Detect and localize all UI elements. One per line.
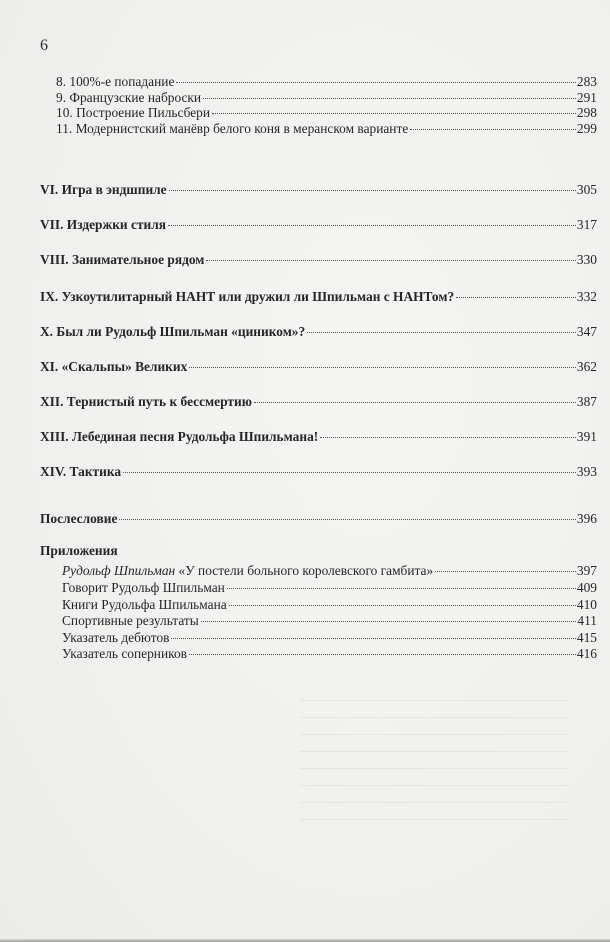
toc-chapter (40, 323, 597, 340)
dot-leader (307, 332, 576, 333)
dot-leader (410, 129, 576, 130)
toc-subentry (56, 121, 597, 137)
toc-appendix-title: Указатель дебютов (62, 629, 170, 645)
toc-appendix-page: 415 (576, 629, 597, 645)
toc-chapter-title: XIV. Тактика (40, 464, 122, 479)
toc-chapter (40, 251, 597, 268)
toc-appendix-page: 397 (576, 563, 597, 578)
toc-afterword-title: Послесловие (40, 511, 118, 526)
toc-appendix-title: Говорит Рудольф Шпильман (62, 580, 225, 595)
toc-appendix-title: Указатель соперников (62, 646, 187, 661)
dot-leader (254, 402, 576, 403)
dot-leader (189, 367, 576, 368)
toc-chapter-title: XII. Тернистый путь к бессмертию (40, 394, 252, 409)
toc-chapter-page: 330 (576, 252, 597, 267)
toc-chapter-title: VII. Издержки стиля (40, 217, 166, 232)
dot-leader (201, 621, 577, 622)
dot-leader (206, 260, 575, 261)
toc-chapter-title: IX. Узкоутилитарный НАНТ или дружил ли Шпильман с НАНТом? (40, 289, 455, 304)
toc-appendix-item (62, 580, 597, 596)
toc-appendix-item (62, 597, 597, 613)
toc-chapter (40, 216, 597, 233)
toc-appendix-title: Книги Рудольфа Шпильмана (62, 596, 227, 612)
dot-leader (171, 638, 575, 639)
toc-appendix-title: Спортивные результаты (62, 613, 199, 628)
toc-chapter-page: 317 (576, 217, 597, 232)
toc-chapter-title: X. Был ли Рудольф Шпильман «циником»? (40, 324, 306, 339)
appendix-title-text: «У постели больного королевского гамбита» (175, 563, 434, 578)
author-name-italic: Рудольф Шпильман (62, 563, 176, 578)
toc-entry-title: 9. Французские наброски (56, 89, 202, 105)
toc-chapter-title: XIII. Лебединая песня Рудольфа Шпильмана! (40, 429, 319, 444)
toc-chapter-title: VI. Игра в эндшпиле (40, 182, 167, 197)
toc-chapter (40, 393, 597, 410)
toc-appendix-page: 410 (576, 596, 597, 612)
toc-afterword (40, 510, 597, 527)
toc-chapter (40, 463, 597, 480)
toc-appendix-page: 411 (577, 613, 597, 628)
dot-leader (123, 472, 576, 473)
dot-leader (456, 297, 576, 298)
toc-chapter-page: 362 (576, 359, 597, 374)
toc-appendix-title (62, 563, 433, 579)
toc-entry-title: 11. Модернистский манёвр белого коня в меранском варианте (56, 120, 409, 136)
toc-chapter (40, 358, 597, 375)
toc-entry-page: 291 (576, 89, 597, 105)
dot-leader (320, 437, 576, 438)
toc-chapter-page: 393 (576, 464, 597, 479)
dot-leader (212, 113, 576, 114)
toc-appendix-item (62, 630, 597, 646)
dot-leader (189, 654, 576, 655)
toc-chapter-title: XI. «Скальпы» Великих (40, 359, 188, 374)
toc-appendix-page: 416 (576, 646, 597, 661)
bleed-through-texture (0, 700, 610, 880)
toc-chapter-page: 387 (576, 394, 597, 409)
toc-entry-page: 299 (576, 120, 597, 136)
dot-leader (435, 571, 576, 572)
page-number: 6 (40, 37, 48, 54)
toc-chapter-title: VIII. Занимательное рядом (40, 252, 205, 267)
toc-chapter-page: 391 (576, 429, 597, 444)
toc-subentry (56, 105, 597, 121)
toc-appendix-item (62, 646, 597, 662)
dot-leader (176, 82, 576, 83)
toc-chapter (40, 428, 597, 445)
toc-entry-page: 298 (576, 105, 597, 120)
dot-leader (169, 190, 576, 191)
toc-subentry (56, 90, 597, 106)
dot-leader (229, 605, 576, 606)
toc-chapter-page: 347 (576, 324, 597, 339)
dot-leader (168, 225, 576, 226)
toc-appendix-item (62, 563, 597, 579)
toc-entry-page: 283 (576, 74, 597, 89)
toc-chapter (40, 288, 597, 305)
toc-chapter-page: 332 (576, 289, 597, 304)
toc-entry-title: 8. 100%-е попадание (56, 74, 175, 89)
dot-leader (119, 519, 576, 520)
toc-appendix-page: 409 (576, 580, 597, 595)
toc-chapter-page: 305 (576, 182, 597, 197)
dot-leader (227, 588, 576, 589)
toc-appendices-heading: Приложения (40, 543, 118, 558)
dot-leader (203, 98, 576, 99)
toc-chapter (40, 181, 597, 198)
toc-afterword-page: 396 (576, 511, 597, 526)
toc-entry-title: 10. Построение Пильсбери (56, 105, 211, 120)
toc-appendix-item (62, 613, 597, 629)
toc-subentry (56, 74, 597, 90)
